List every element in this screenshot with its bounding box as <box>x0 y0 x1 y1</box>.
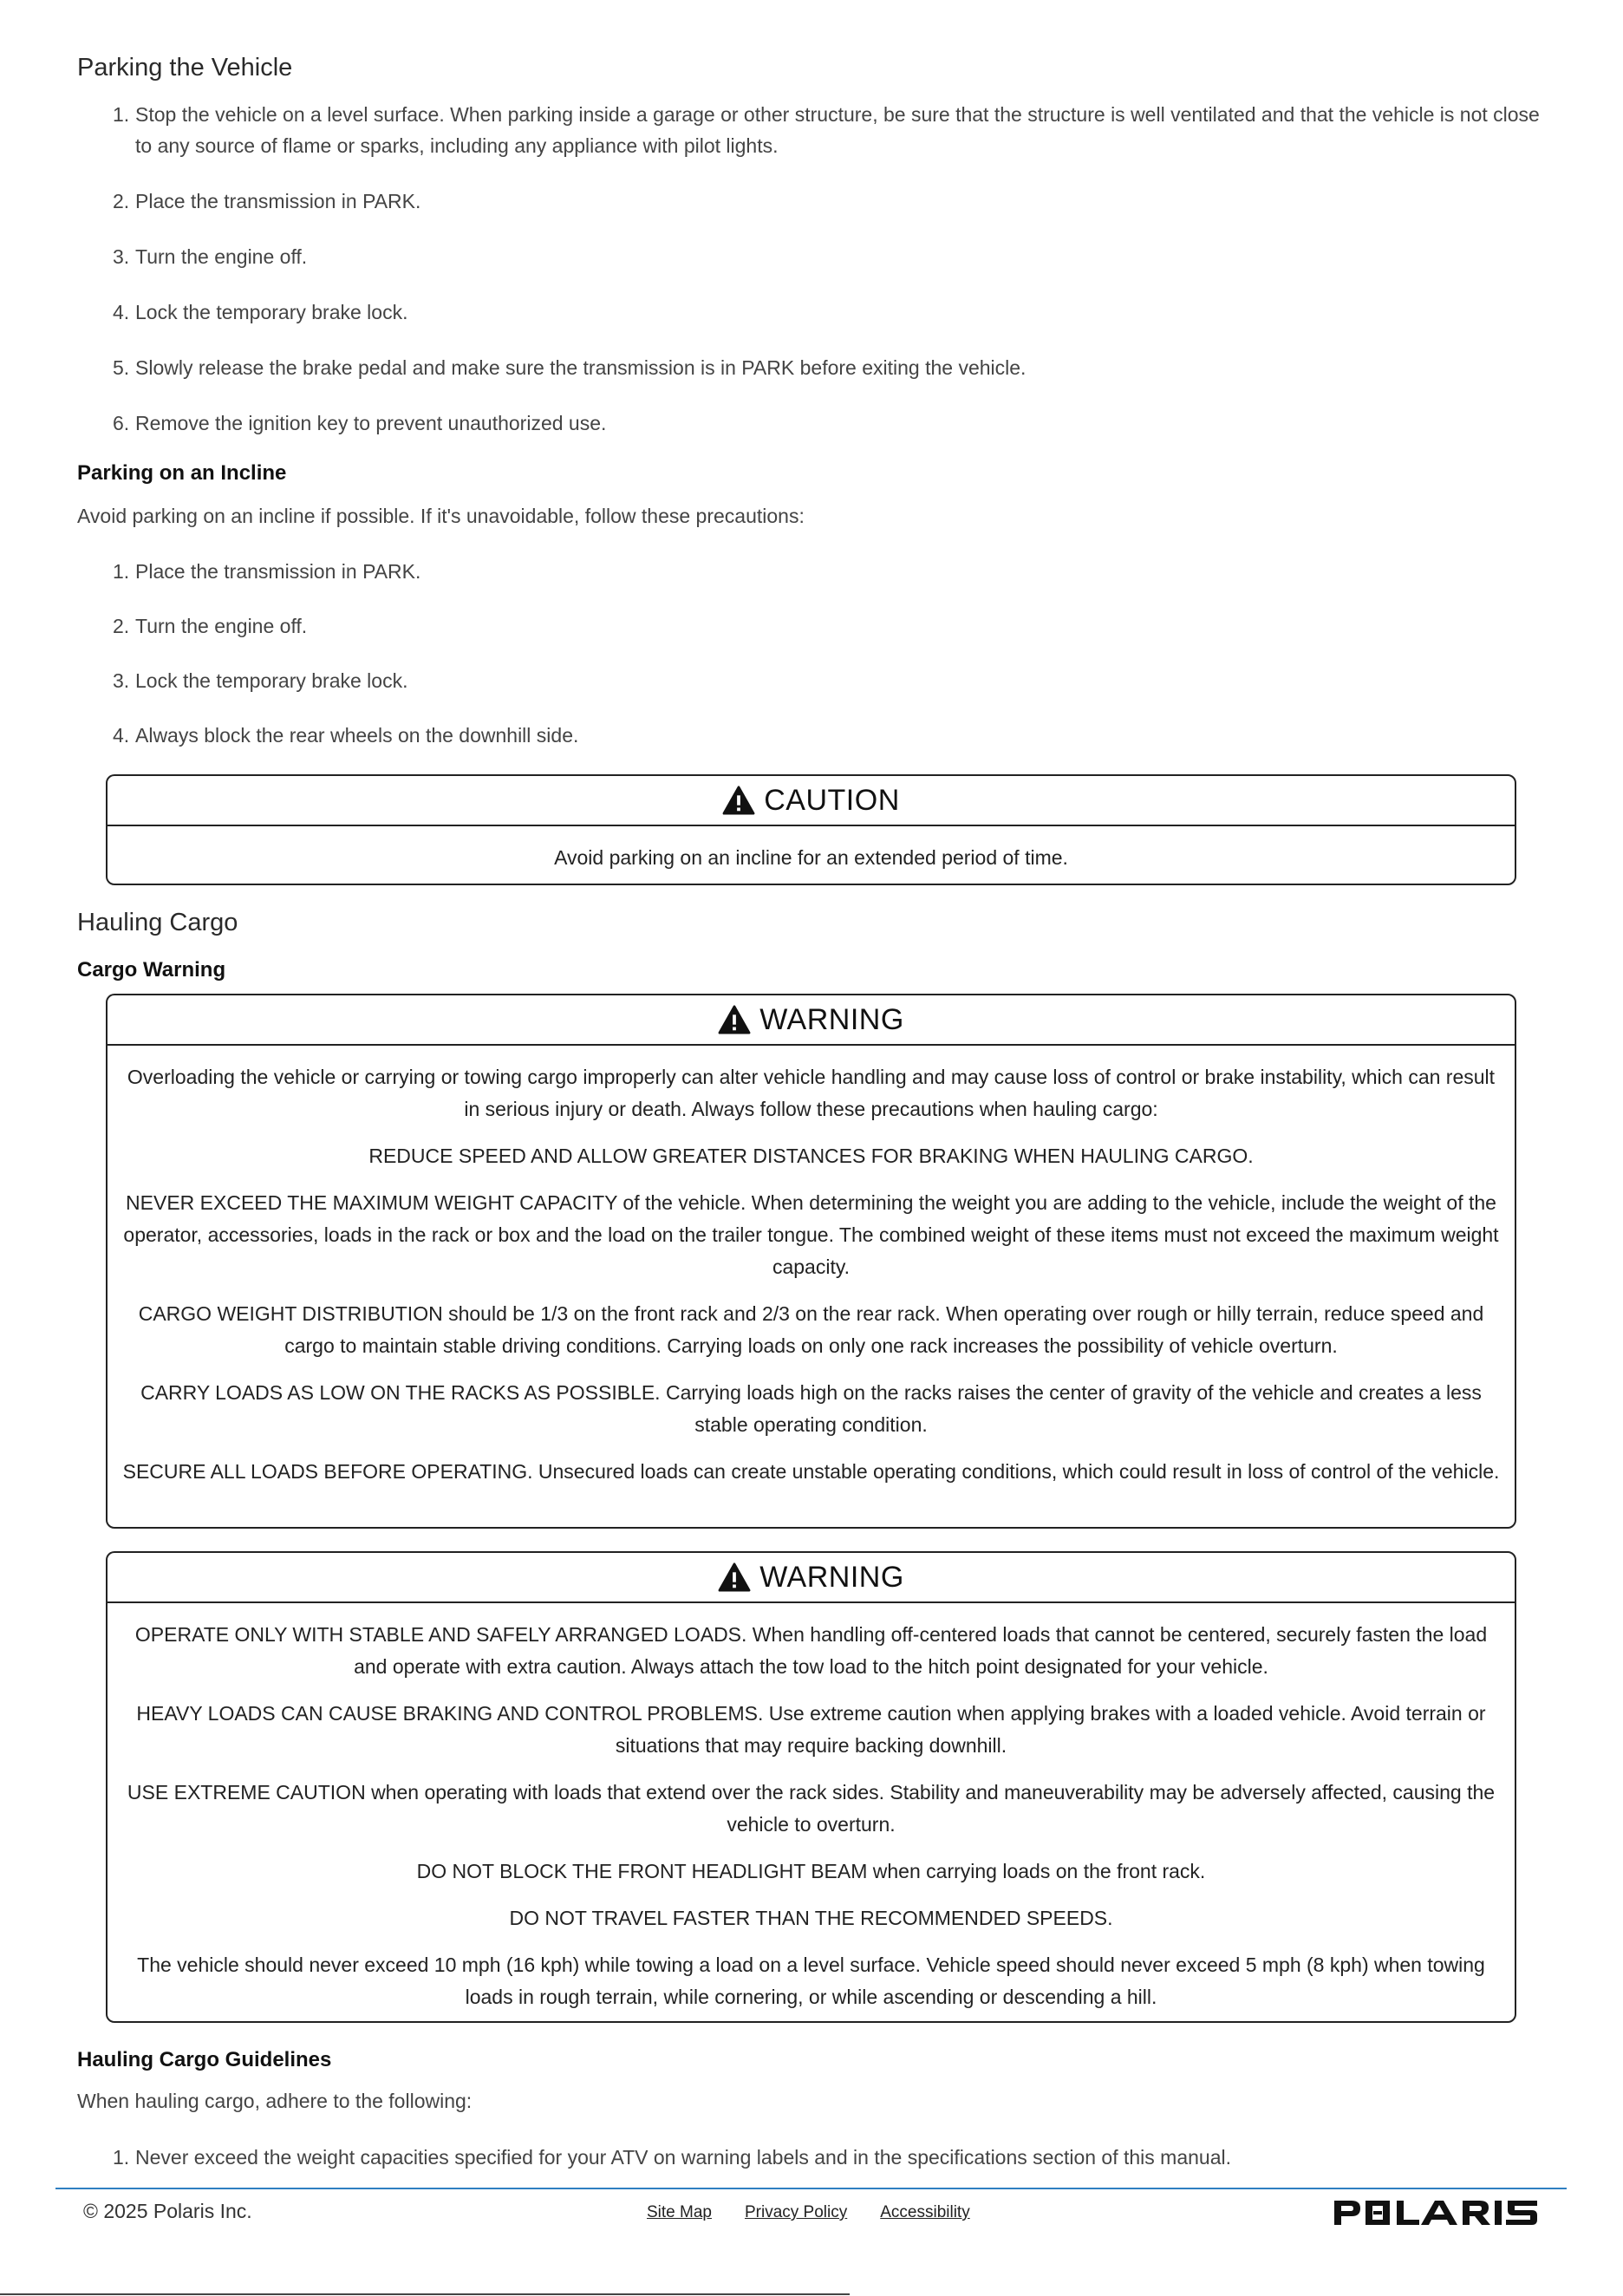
warning-label: WARNING <box>759 1560 904 1594</box>
guidelines-steps <box>113 2142 1543 2173</box>
list-item: 4. Lock the temporary brake lock. <box>113 301 408 323</box>
warning-paragraph: DO NOT TRAVEL FASTER THAN THE RECOMMENDED SPEEDS. <box>509 1907 1113 1929</box>
warning-paragraph: SECURE ALL LOADS BEFORE OPERATING. Unsecured loads can create unstable operating conditions, which could result in loss of control of the vehicle. <box>122 1460 1500 1483</box>
warning-body <box>108 1603 1515 2037</box>
copyright-text: © 2025 Polaris Inc. <box>83 2200 252 2222</box>
caution-text: Avoid parking on an incline for an extended period of time. <box>554 846 1068 869</box>
list-item: 1. Stop the vehicle on a level surface. When parking inside a garage or other structure, be sure that the structure is well ventilated and that the vehicle is not close to any source of flame or sparks, including any appliance with pilot lights. <box>113 103 1540 157</box>
warning-paragraph: The vehicle should never exceed 10 mph (16 kph) while towing a load on a level surface. Vehicle speed should never exceed 5 mph (8 kph) when towing loads in rough terrain, while cornering, or while ascending or descending a hill. <box>137 1954 1485 2008</box>
warning-box-2 <box>106 1551 1516 2023</box>
warning-paragraph: USE EXTREME CAUTION when operating with loads that extend over the rack sides. Stability and maneuverability may be adversely affected, causing the vehicle to overturn. <box>127 1781 1496 1836</box>
caution-body <box>108 826 1515 897</box>
warning-paragraph: NEVER EXCEED THE MAXIMUM WEIGHT CAPACITY of the vehicle. When determining the weight you are adding to the vehicle, include the weight of the operator, accessories, loads in the rack or box and the load on the trailer tongue. The combined weight of these items must not exceed the maximum weight capacity. <box>123 1191 1499 1278</box>
subheading-guidelines: Hauling Cargo Guidelines <box>77 2048 332 2071</box>
caution-box <box>106 774 1516 885</box>
warning-paragraph: DO NOT BLOCK THE FRONT HEADLIGHT BEAM when carrying loads on the front rack. <box>416 1860 1206 1882</box>
bottom-rule <box>0 2293 850 2295</box>
list-item: 4. Always block the rear wheels on the downhill side. <box>113 724 579 747</box>
list-item: 3. Lock the temporary brake lock. <box>113 669 408 692</box>
footer-links <box>647 2203 970 2222</box>
incline-intro: Avoid parking on an incline if possible. If it's unavoidable, follow these precautions: <box>77 505 805 527</box>
warning-paragraph: CARGO WEIGHT DISTRIBUTION should be 1/3 on the front rack and 2/3 on the rear rack. When operating over rough or hilly terrain, reduce speed and cargo to maintain stable driving conditions. Carrying loads on only one rack increases the possibility of vehicle overturn. <box>138 1302 1484 1357</box>
parking-steps <box>113 99 1543 439</box>
list-item: 6. Remove the ignition key to prevent unauthorized use. <box>113 412 607 434</box>
footer-divider <box>55 2188 1567 2189</box>
section-title-hauling: Hauling Cargo <box>77 909 238 936</box>
warning-paragraph: Overloading the vehicle or carrying or towing cargo improperly can alter vehicle handling and may cause loss of control or brake instability, which can result in serious injury or death. Always follow these precautions when hauling cargo: <box>127 1066 1496 1120</box>
list-item: 1. Never exceed the weight capacities specified for your ATV on warning labels and in the specifications section of this manual. <box>113 2146 1231 2169</box>
warning-label: WARNING <box>759 1002 904 1036</box>
guidelines-intro: When hauling cargo, adhere to the following: <box>77 2090 473 2112</box>
warning-body <box>108 1046 1515 1511</box>
footer-link-site-map[interactable]: Site Map <box>647 2203 712 2221</box>
list-item: 5. Slowly release the brake pedal and make sure the transmission is in PARK before exiting the vehicle. <box>113 356 1027 379</box>
warning-paragraph: REDUCE SPEED AND ALLOW GREATER DISTANCES FOR BRAKING WHEN HAULING CARGO. <box>368 1145 1254 1167</box>
list-item: 1. Place the transmission in PARK. <box>113 560 421 583</box>
warning-triangle-icon <box>718 1562 751 1592</box>
caution-header <box>108 776 1515 826</box>
subheading-incline: Parking on an Incline <box>77 461 287 485</box>
warning-paragraph: OPERATE ONLY WITH STABLE AND SAFELY ARRANGED LOADS. When handling off-centered loads that cannot be centered, securely fasten the load and operate with extra caution. Always attach the tow load to the hitch point designated for your vehicle. <box>134 1623 1488 1678</box>
subheading-cargo-warning: Cargo Warning <box>77 958 226 982</box>
warning-triangle-icon <box>718 1005 751 1034</box>
section-title-parking: Parking the Vehicle <box>77 54 293 82</box>
warning-paragraph: CARRY LOADS AS LOW ON THE RACKS AS POSSIBLE. Carrying loads high on the racks raises the center of gravity of the vehicle and creates a less stable operating condition. <box>140 1381 1482 1436</box>
warning-header <box>108 1553 1515 1603</box>
warning-triangle-icon <box>722 786 755 815</box>
polaris-logo[interactable] <box>1333 2195 1539 2230</box>
warning-box-1 <box>106 994 1516 1529</box>
list-item: 2. Turn the engine off. <box>113 615 308 637</box>
incline-steps <box>113 556 1543 751</box>
list-item: 2. Place the transmission in PARK. <box>113 190 421 212</box>
warning-header <box>108 995 1515 1046</box>
footer-link-accessibility[interactable]: Accessibility <box>880 2203 970 2221</box>
footer-link-privacy-policy[interactable]: Privacy Policy <box>744 2203 848 2221</box>
list-item: 3. Turn the engine off. <box>113 245 308 268</box>
warning-paragraph: HEAVY LOADS CAN CAUSE BRAKING AND CONTROL PROBLEMS. Use extreme caution when applying brakes with a loaded vehicle. Avoid terrain or situations that may require backing downhill. <box>136 1702 1486 1757</box>
caution-label: CAUTION <box>764 783 900 817</box>
